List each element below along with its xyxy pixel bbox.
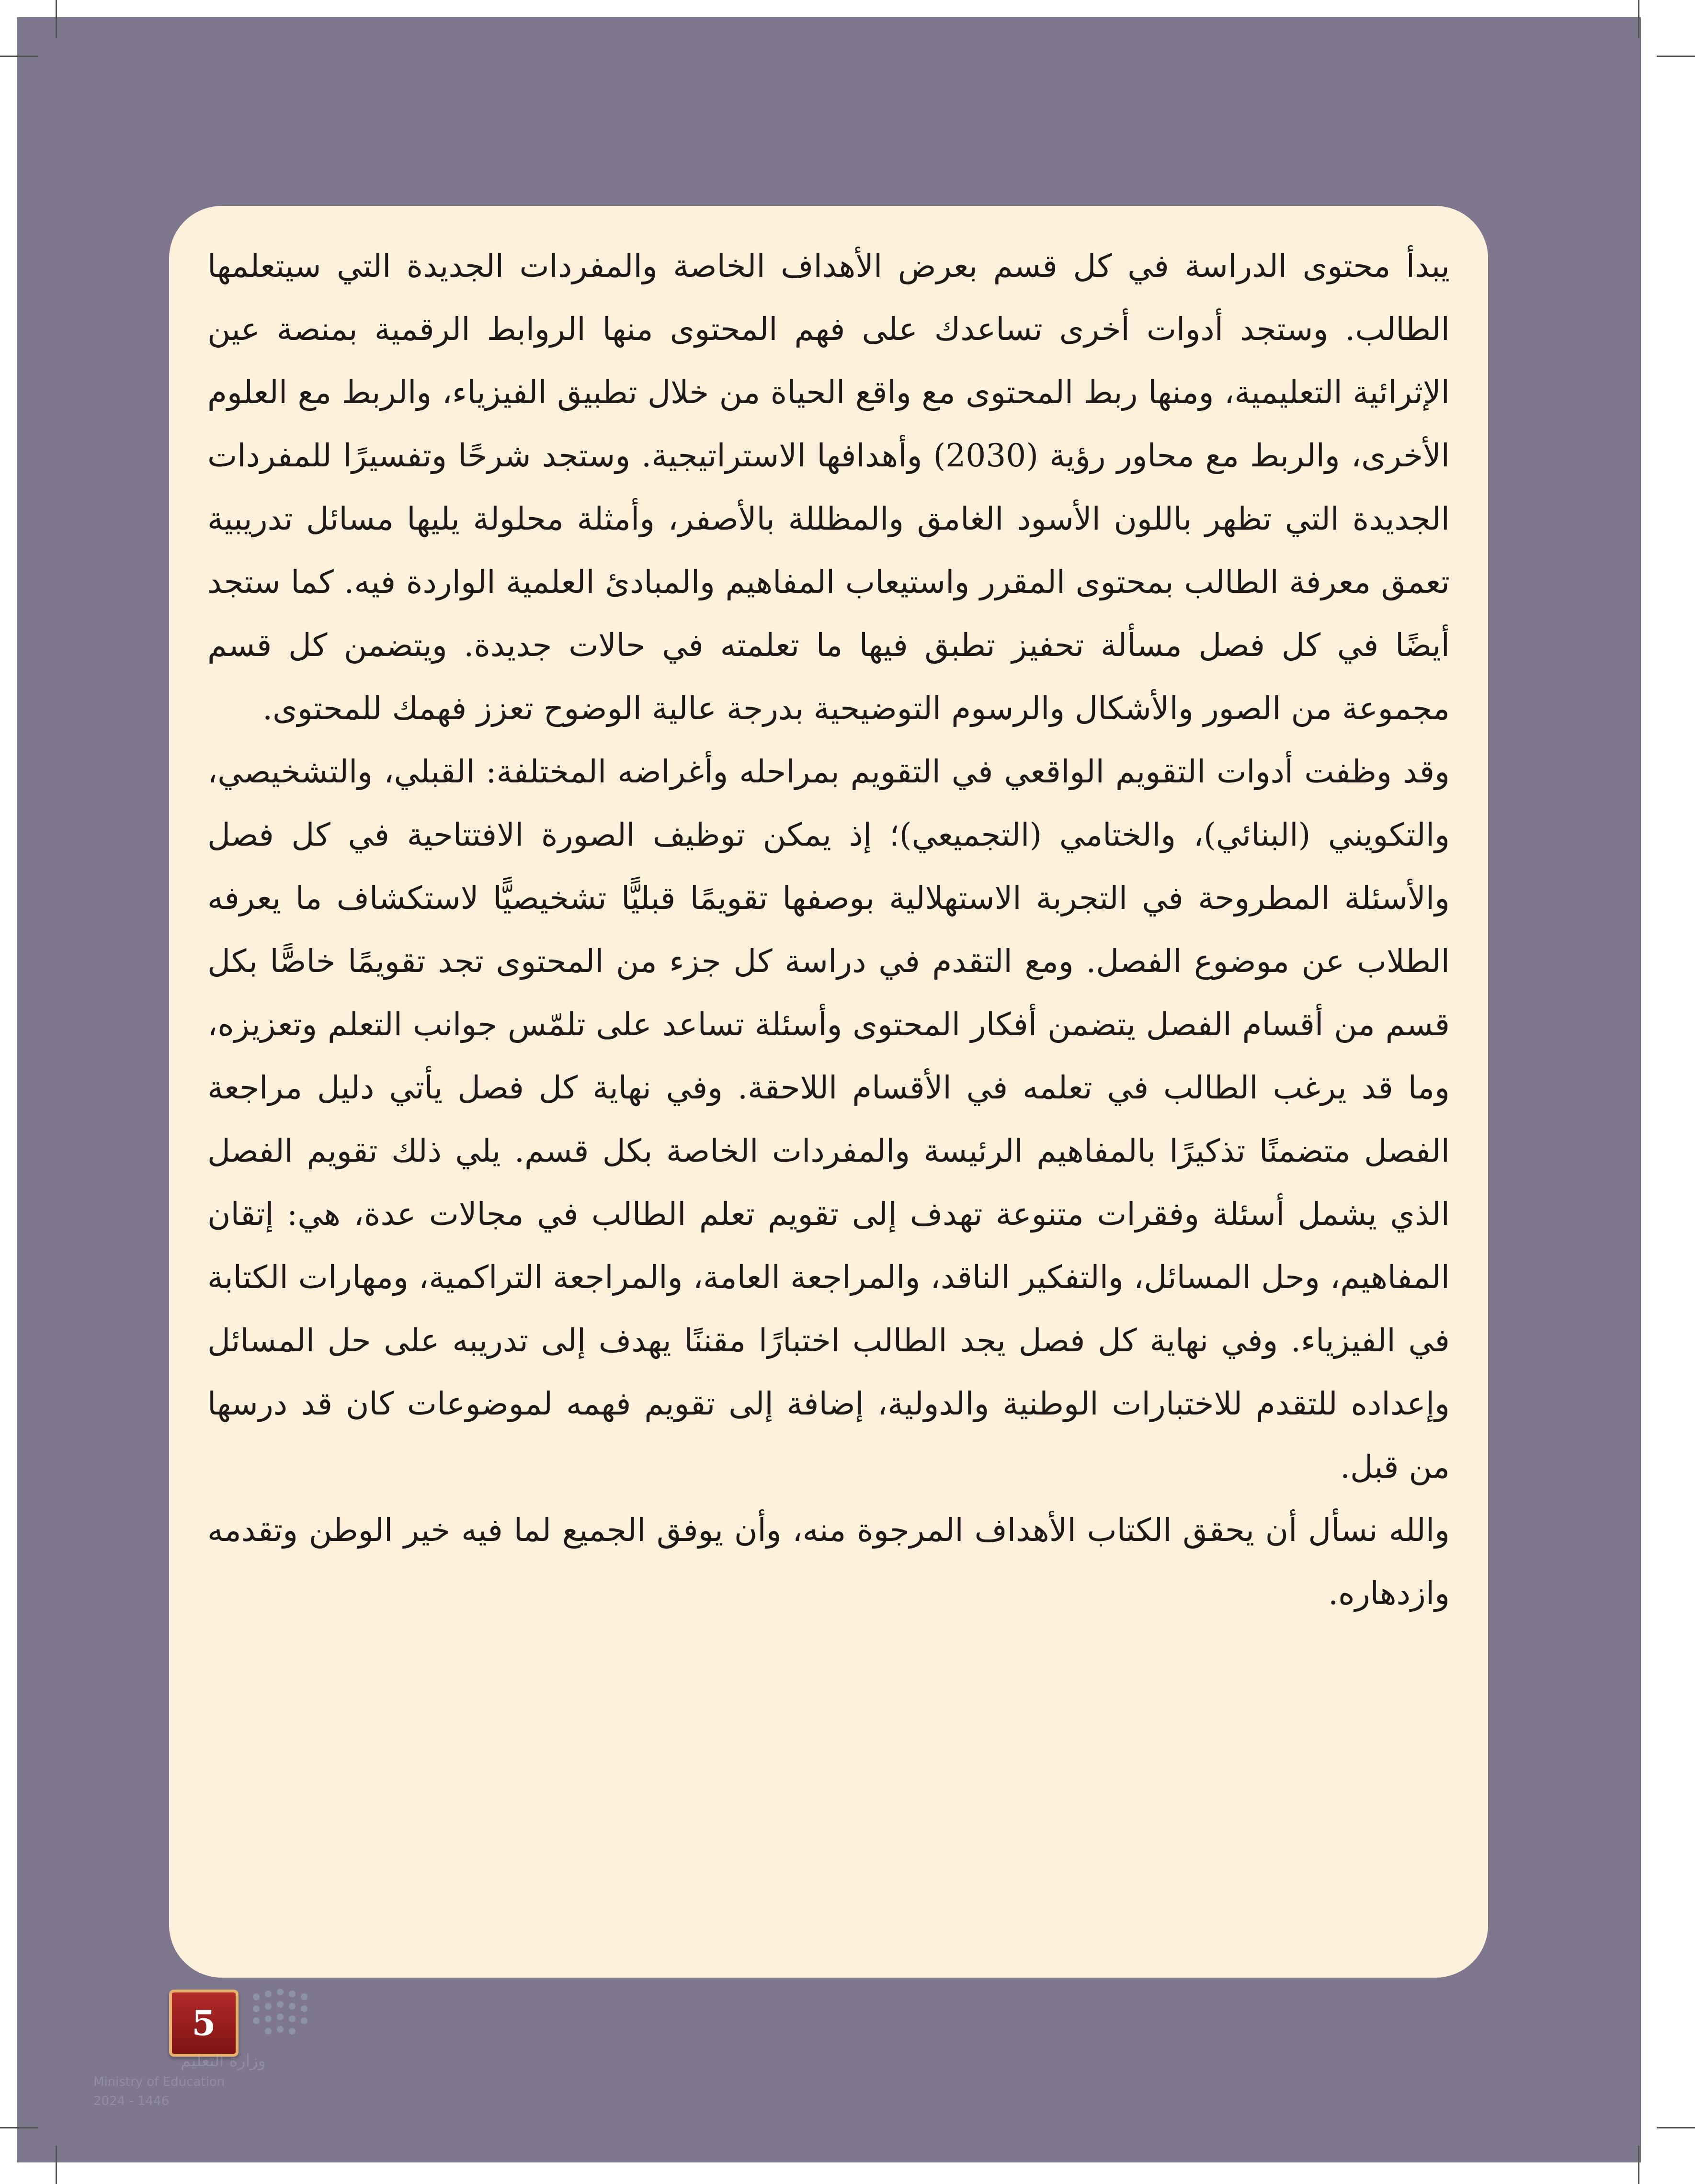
page-number: 5	[192, 2003, 216, 2043]
crop-mark-top-left-v	[56, 0, 57, 38]
paragraph-content-overview: يبدأ محتوى الدراسة في كل قسم بعرض الأهداف الخاصة والمفردات الجديدة التي سيتعلمها الطالب. وستجد أدوات أخرى تساعدك على فهم المحتوى منها الروابط الرقمية بمنصة عين الإثرائية التعليمية، ومنها ربط المحتوى مع واقع الحياة من خلال تطبيق الفيزياء، والربط مع العلوم الأخرى، والربط مع محاور رؤية (2030) وأهدافها الاستراتيجية. وستجد شرحًا وتفسيرًا للمفردات الجديدة التي تظهر باللون الأسود الغامق والمظللة بالأصفر، وأمثلة محلولة يليها مسائل تدريبية تعمق معرفة الطالب بمحتوى المقرر واستيعاب المفاهيم والمبادئ العلمية الواردة فيه. كما ستجد أيضًا في كل فصل مسألة تحفيز تطبق فيها ما تعلمته في حالات جديدة. ويتضمن كل قسم مجموعة من الصور والأشكال والرسوم التوضيحية بدرجة عالية الوضوح تعزز فهمك للمحتوى.	[207, 248, 1450, 727]
watermark-english: Ministry of Education	[93, 2075, 225, 2089]
ministry-logo-icon	[247, 1987, 314, 2040]
text-panel	[169, 206, 1488, 1978]
page-number-badge	[169, 1990, 239, 2057]
watermark-year: 2024 - 1446	[93, 2094, 170, 2108]
crop-mark-bottom-left-v	[56, 2146, 57, 2184]
ministry-watermark	[93, 2049, 266, 2136]
crop-mark-top-left-h	[0, 56, 38, 57]
paragraph-assessment-tools: وقد وظفت أدوات التقويم الواقعي في التقويم بمراحله وأغراضه المختلفة: القبلي، والتشخيصي، والتكويني (البنائي)، والختامي (التجميعي)؛ إذ يمكن توظيف الصورة الافتتاحية في كل فصل والأسئلة المطروحة في التجربة الاستهلالية بوصفها تقويمًا قبليًّا تشخيصيًّا لاستكشاف ما يعرفه الطلاب عن موضوع الفصل. ومع التقدم في دراسة كل جزء من المحتوى تجد تقويمًا خاصًّا بكل قسم من أقسام الفصل يتضمن أفكار المحتوى وأسئلة تساعد على تلمّس جوانب التعلم وتعزيزه، وما قد يرغب الطالب في تعلمه في الأقسام اللاحقة. وفي نهاية كل فصل يأتي دليل مراجعة الفصل متضمنًا تذكيرًا بالمفاهيم الرئيسة والمفردات الخاصة بكل قسم. يلي ذلك تقويم الفصل الذي يشمل أسئلة وفقرات متنوعة تهدف إلى تقويم تعلم الطالب في مجالات عدة، هي: إتقان المفاهيم، وحل المسائل، والتفكير الناقد، والمراجعة العامة، والمراجعة التراكمية، ومهارات الكتابة في الفيزياء. وفي نهاية كل فصل يجد الطالب اختبارًا مقننًا يهدف إلى تدريبه على حل المسائل وإعداده للتقدم للاختبارات الوطنية والدولية، إضافة إلى تقويم فهمه لموضوعات كان قد درسها من قبل.	[207, 753, 1450, 1485]
crop-mark-bottom-right-v	[1638, 2146, 1639, 2184]
crop-mark-bottom-left-h	[0, 2127, 38, 2128]
crop-mark-bottom-right-h	[1657, 2127, 1695, 2128]
paragraph-closing-prayer: والله نسأل أن يحقق الكتاب الأهداف المرجوة منه، وأن يوفق الجميع لما فيه خير الوطن وتقدمه وازدهاره.	[207, 1512, 1450, 1612]
crop-mark-top-right-h	[1657, 56, 1695, 57]
watermark-arabic: وزارة التعليم	[181, 2051, 266, 2071]
crop-mark-top-right-v	[1638, 0, 1639, 38]
